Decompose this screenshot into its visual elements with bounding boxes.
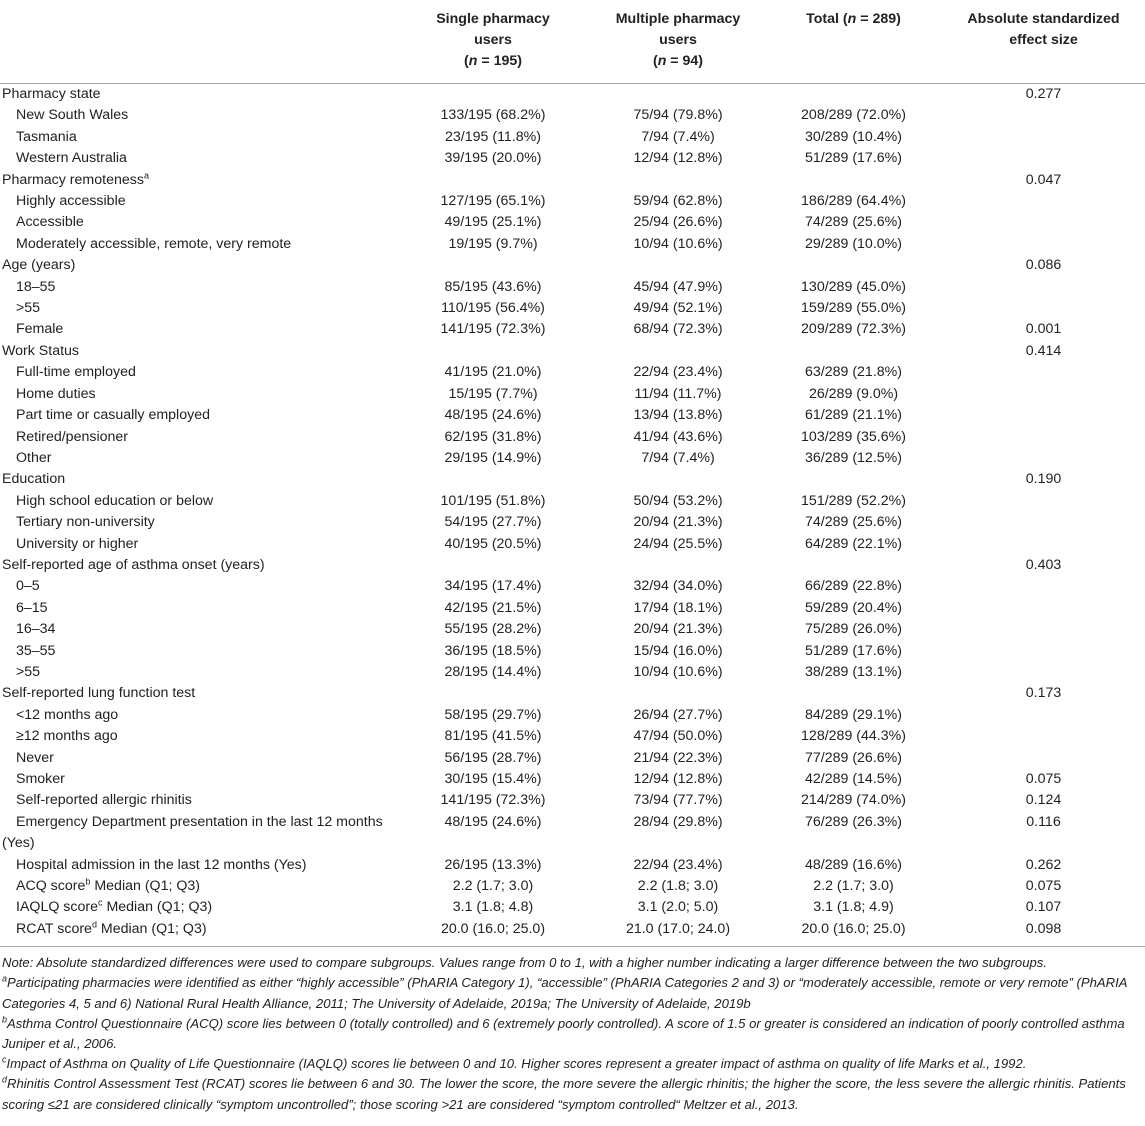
table-row [0,812,1145,855]
row-label: <12 months ago [16,706,119,723]
row-label: Other [16,449,52,466]
table-header-row [0,0,1145,84]
table-row [0,512,1145,533]
cell-effect-size [942,298,1145,319]
cell-multiple: 22/94 (23.4%) [633,364,723,381]
table-row [0,683,1145,704]
cell-total: 59/289 (20.4%) [804,599,902,616]
cell-single: 20.0 (16.0; 25.0) [395,919,591,947]
cell-effect-size [942,448,1145,469]
cell-effect-size: 0.116 [1026,813,1061,830]
row-label: Moderately accessible, remote, very remote [16,235,292,252]
cell-effect-size [942,748,1145,769]
table-footnotes [0,947,1145,1115]
table-row [0,298,1145,319]
row-label: 6–15 [16,599,48,616]
cell-multiple: 45/94 (47.9%) [633,278,723,295]
table-row [0,769,1145,790]
cell-single: 30/195 (15.4%) [444,771,542,787]
cell-multiple [591,84,765,106]
cell-total: 84/289 (29.1%) [804,706,902,723]
cell-total: 130/289 (45.0%) [801,278,906,295]
row-label: RCAT score$^d$ Median (Q1; Q3) [0,919,395,947]
table-row [0,469,1145,490]
table-row [0,448,1145,469]
table-row [0,191,1145,212]
row-label: Highly accessible [16,193,126,210]
cell-effect-size [942,362,1145,383]
cell-effect-size [942,384,1145,405]
row-label: Pharmacy remoteness$^a$ [2,169,149,188]
cell-single: 34/195 (17.4%) [444,578,542,595]
cell-effect-size: 0.262 [1025,856,1062,873]
cell-total: 76/289 (26.3%) [804,813,902,830]
cell-multiple: 3.1 (2.0; 5.0) [637,899,719,916]
row-label: Self-reported age of asthma onset (years) [2,556,265,573]
cell-total [765,170,942,191]
table-row [0,555,1145,576]
cell-effect-size: 0.173 [1025,685,1062,702]
cell-effect-size [942,576,1145,597]
cell-single: 19/195 (9.7%) [448,235,538,252]
cell-multiple: 47/94 (50.0%) [633,728,723,745]
row-label: Self-reported allergic rhinitis [16,792,192,809]
cell-multiple: 20/94 (21.3%) [633,514,723,531]
cell-single: 56/195 (28.7%) [444,749,542,766]
cell-total: 26/289 (9.0%) [808,385,899,402]
table-row [0,897,1145,918]
row-label: Work Status [2,342,80,359]
cell-single: 85/195 (43.6%) [444,278,542,295]
row-label: >55 [16,300,41,317]
cell-total: 74/289 (25.6%) [804,514,902,531]
cell-effect-size: 0.403 [1025,556,1062,573]
cell-total: 77/289 (26.6%) [804,749,902,766]
cell-multiple: 10/94 (10.6%) [633,663,723,680]
cell-total: 36/289 (12.5%) [804,449,902,466]
footnote-marker: c [98,897,103,908]
table-row [0,105,1145,126]
cell-total: 159/289 (55.0%) [801,300,906,317]
cell-total: 208/289 (72.0%) [801,107,906,124]
row-label: Retired/pensioner [16,428,128,445]
header-multiple-pharmacy: Multiple pharmacy users (n = 94) [591,0,765,84]
cell-multiple: 73/94 (77.7%) [633,792,723,809]
cell-effect-size: 0.075 [1025,771,1062,787]
cell-multiple: 59/94 (62.8%) [633,193,723,210]
cell-total [765,255,942,276]
cell-single: 15/195 (7.7%) [448,385,538,402]
cell-multiple: 21/94 (22.3%) [633,749,723,766]
cell-single: 62/195 (31.8%) [444,428,542,445]
row-label: IAQLQ score$^c$ Median (Q1; Q3) [16,897,213,916]
table-row [0,748,1145,769]
cell-multiple: 28/94 (29.8%) [633,813,723,830]
cell-single: 54/195 (27.7%) [444,514,542,531]
table-row [0,619,1145,640]
cell-single [395,170,591,191]
cell-effect-size: 0.075 [1025,878,1062,895]
table-row [0,127,1145,148]
row-label: Age (years) [2,257,76,274]
cell-total: 64/289 (22.1%) [804,535,902,552]
row-label: 18–55 [16,278,56,295]
cell-effect-size: 0.098 [942,919,1145,947]
table-row [0,876,1145,897]
cell-total [765,341,942,362]
cell-effect-size [942,234,1145,255]
footnote: $^b$Asthma Control Questionnaire (ACQ) score lies between 0 (totally controlled) and 6 (extremely poorly controlled). A score of 1.5 or greater is considered an indication of poorly controlled asthma Juniper et al., 2006. [2,1014,1125,1052]
table-row [0,84,1145,106]
cell-single: 36/195 (18.5%) [444,642,542,659]
table-row [0,384,1145,405]
cell-single: 101/195 (51.8%) [440,492,546,509]
cell-effect-size [942,598,1145,619]
cell-multiple: 15/94 (16.0%) [633,642,723,659]
table-row [0,491,1145,512]
footnote: Note: Absolute standardized differences were used to compare subgroups. Values range from 0 to 1, with a higher number indicating a larger difference between the two subgroups. [2,955,1047,971]
cell-multiple: 75/94 (79.8%) [633,107,723,124]
cell-total: 42/289 (14.5%) [804,771,902,787]
cell-effect-size: 0.277 [1025,86,1062,102]
cell-single: 127/195 (65.1%) [440,193,546,210]
row-label: Hospital admission in the last 12 months (Yes) [16,856,307,873]
cell-total: 128/289 (44.3%) [801,728,906,745]
cell-total: 209/289 (72.3%) [801,321,906,338]
table-row [0,170,1145,191]
cell-effect-size [942,491,1145,512]
cell-single: 55/195 (28.2%) [444,621,542,638]
footnote: $^c$Impact of Asthma on Quality of Life Questionnaire (IAQLQ) scores lie between 0 and 10. Higher scores represent a greater impact of asthma on quality of life Marks et al., 1992. [2,1054,1027,1072]
table-row [0,341,1145,362]
cell-effect-size [942,641,1145,662]
table-row [0,641,1145,662]
row-label: Full-time employed [16,364,136,381]
cell-multiple: 32/94 (34.0%) [633,578,723,595]
table-row [0,255,1145,276]
cell-multiple [591,170,765,191]
cell-single: 49/195 (25.1%) [444,214,542,231]
cell-total: 30/289 (10.4%) [804,128,902,145]
cell-total: 75/289 (26.0%) [804,621,902,638]
header-effect-size: Absolute standardized effect size [942,0,1145,84]
row-label: 16–34 [16,621,56,638]
cell-multiple [591,469,765,490]
cell-multiple: 7/94 (7.4%) [641,449,715,466]
cell-effect-size [942,191,1145,212]
cell-multiple: 68/94 (72.3%) [633,321,723,338]
row-label: Accessible [16,214,84,231]
cell-multiple: 13/94 (13.8%) [633,407,723,424]
cell-multiple: 17/94 (18.1%) [633,599,723,616]
cell-single: 23/195 (11.8%) [445,128,541,145]
cell-total: 66/289 (22.8%) [804,578,902,595]
cell-single: 26/195 (13.3%) [444,856,542,873]
row-label: New South Wales [16,107,129,124]
cell-effect-size [942,148,1145,169]
cell-total: 51/289 (17.6%) [804,150,902,167]
cell-effect-size [942,662,1145,683]
row-label: >55 [16,663,41,680]
row-label: Western Australia [16,150,127,167]
header-total: Total (n = 289) [765,0,942,84]
table-row [0,427,1145,448]
header-characteristic [0,0,395,84]
row-label: 0–5 [16,578,40,595]
cell-effect-size: 0.086 [1025,257,1062,274]
cell-single: 48/195 (24.6%) [444,407,542,424]
table-row [0,212,1145,233]
row-label: 35–55 [16,642,56,659]
footnote-marker: b [85,876,91,887]
row-label: Pharmacy state [2,86,101,102]
cell-effect-size: 0.047 [1025,171,1062,188]
cell-total: 38/289 (13.1%) [804,663,902,680]
footnote: $^a$Participating pharmacies were identified as either “highly accessible” (PhARIA Category 1), “accessible” (PhARIA Categories 2 and 3) or “moderately accessible, remote or very remote” (PhARIA Categories 4, 5 and 6) National Rural Health Alliance, 2011; The University of Adelaide, 2019a; The University of Adelaide, 2019b [2,974,1127,1011]
cell-multiple: 49/94 (52.1%) [633,300,723,317]
cell-total: 48/289 (16.6%) [804,856,902,873]
table-row [0,362,1145,383]
cell-single: 29/195 (14.9%) [444,449,542,466]
cell-effect-size: 0.107 [1025,899,1062,916]
cell-single: 42/195 (21.5%) [444,599,542,616]
row-label: Home duties [16,385,96,402]
cell-multiple: 25/94 (26.6%) [633,214,723,231]
cell-multiple: 10/94 (10.6%) [633,235,723,252]
cell-single: 41/195 (21.0%) [444,364,542,381]
cell-single: 28/195 (14.4%) [444,663,542,680]
cell-multiple: 12/94 (12.8%) [633,150,723,167]
cell-effect-size [942,726,1145,747]
cell-single: 141/195 (72.3%) [440,792,546,809]
cell-single [395,84,591,106]
cell-single [395,555,591,576]
row-label: Part time or casually employed [16,407,210,424]
row-label: Education [2,471,66,488]
cell-total: 20.0 (16.0; 25.0) [765,919,942,947]
cell-single: 48/195 (24.6%) [444,813,542,830]
table-row [0,576,1145,597]
table-row [0,534,1145,555]
table-row [0,277,1145,298]
cell-effect-size [942,512,1145,533]
cell-single [395,683,591,704]
cell-effect-size [942,405,1145,426]
row-label: Tasmania [16,128,77,145]
cell-total [765,683,942,704]
table-row [0,705,1145,726]
cell-single [395,341,591,362]
table-row [0,855,1145,876]
cell-total: 3.1 (1.8; 4.9) [813,899,894,916]
cell-single: 81/195 (41.5%) [444,728,542,745]
cell-effect-size [942,534,1145,555]
cell-multiple [591,341,765,362]
cell-single: 2.2 (1.7; 3.0) [452,878,534,895]
cell-multiple: 50/94 (53.2%) [633,492,723,509]
footnote: $^d$Rhinitis Control Assessment Test (RCAT) scores lie between 6 and 30. The lower the score, the more severe the allergic rhinitis; the higher the score, the less severe the allergic rhinitis. Patients scoring ≤21 are considered clinically “symptom uncontrolled”; those scoring >21 are considered “symptom controlled“ Meltzer et al., 2013. [2,1075,1126,1112]
table-row [0,790,1145,811]
cell-multiple: 21.0 (17.0; 24.0) [591,919,765,947]
cell-single: 110/195 (56.4%) [441,300,545,317]
cell-single: 133/195 (68.2%) [440,107,546,124]
cell-total [765,469,942,490]
cell-effect-size [942,277,1145,298]
cell-multiple: 26/94 (27.7%) [633,706,723,723]
row-label: Never [16,749,54,766]
row-label: Female [16,321,64,338]
cell-multiple: 41/94 (43.6%) [633,428,723,445]
cell-total [765,555,942,576]
cell-total: 151/289 (52.2%) [801,492,906,509]
cell-total: 2.2 (1.7; 3.0) [813,878,894,895]
table-row [0,726,1145,747]
cell-single: 39/195 (20.0%) [444,150,542,167]
cell-total: 103/289 (35.6%) [801,428,906,445]
cell-multiple: 12/94 (12.8%) [633,771,723,787]
cell-single: 58/195 (29.7%) [444,706,542,723]
cell-effect-size [942,619,1145,640]
cell-effect-size [942,212,1145,233]
cell-effect-size [942,105,1145,126]
cell-effect-size [942,705,1145,726]
cell-single [395,469,591,490]
table-row [0,234,1145,255]
cell-single: 141/195 (72.3%) [440,321,546,338]
row-label: ACQ score$^b$ Median (Q1; Q3) [16,876,201,895]
cell-multiple [591,255,765,276]
cell-effect-size: 0.124 [1025,792,1062,809]
cell-single [395,255,591,276]
table-row [0,405,1145,426]
row-label: Tertiary non-university [16,514,155,531]
row-label: High school education or below [16,492,214,509]
cell-multiple [591,683,765,704]
cell-multiple: 22/94 (23.4%) [633,856,723,873]
cell-total: 61/289 (21.1%) [804,407,902,424]
table-row [0,319,1145,340]
row-label: Emergency Department presentation in the last 12 months (Yes) [2,813,383,852]
cell-total [765,84,942,106]
cell-total: 74/289 (25.6%) [804,214,902,231]
cell-multiple [591,555,765,576]
cell-total: 214/289 (74.0%) [801,792,906,809]
table-row [0,919,1145,947]
cell-total: 29/289 (10.0%) [804,235,902,252]
cell-effect-size [942,127,1145,148]
cell-total: 63/289 (21.8%) [804,364,902,381]
row-label: University or higher [16,535,139,552]
footnote-marker: a [143,169,149,180]
cell-total: 186/289 (64.4%) [801,193,906,210]
cell-single: 3.1 (1.8; 4.8) [452,899,534,916]
cell-effect-size: 0.190 [1025,471,1062,488]
cell-single: 40/195 (20.5%) [444,535,542,552]
row-label: ≥12 months ago [16,728,118,745]
table-row [0,148,1145,169]
cell-multiple: 7/94 (7.4%) [641,128,715,145]
footnote-marker: d [91,919,97,930]
table-row [0,598,1145,619]
table-row [0,662,1145,683]
table-body [0,84,1145,947]
row-label: Self-reported lung function test [2,685,196,702]
header-single-pharmacy: Single pharmacy users (n = 195) [395,0,591,84]
cell-multiple: 2.2 (1.8; 3.0) [637,878,719,895]
cell-total: 51/289 (17.6%) [804,642,902,659]
cell-effect-size: 0.414 [1025,342,1062,359]
cell-multiple: 20/94 (21.3%) [633,621,723,638]
cell-multiple: 24/94 (25.5%) [633,535,723,552]
cell-multiple: 11/94 (11.7%) [634,385,722,402]
cell-effect-size: 0.001 [1025,321,1062,338]
cell-effect-size [942,427,1145,448]
row-label: Smoker [16,771,65,787]
